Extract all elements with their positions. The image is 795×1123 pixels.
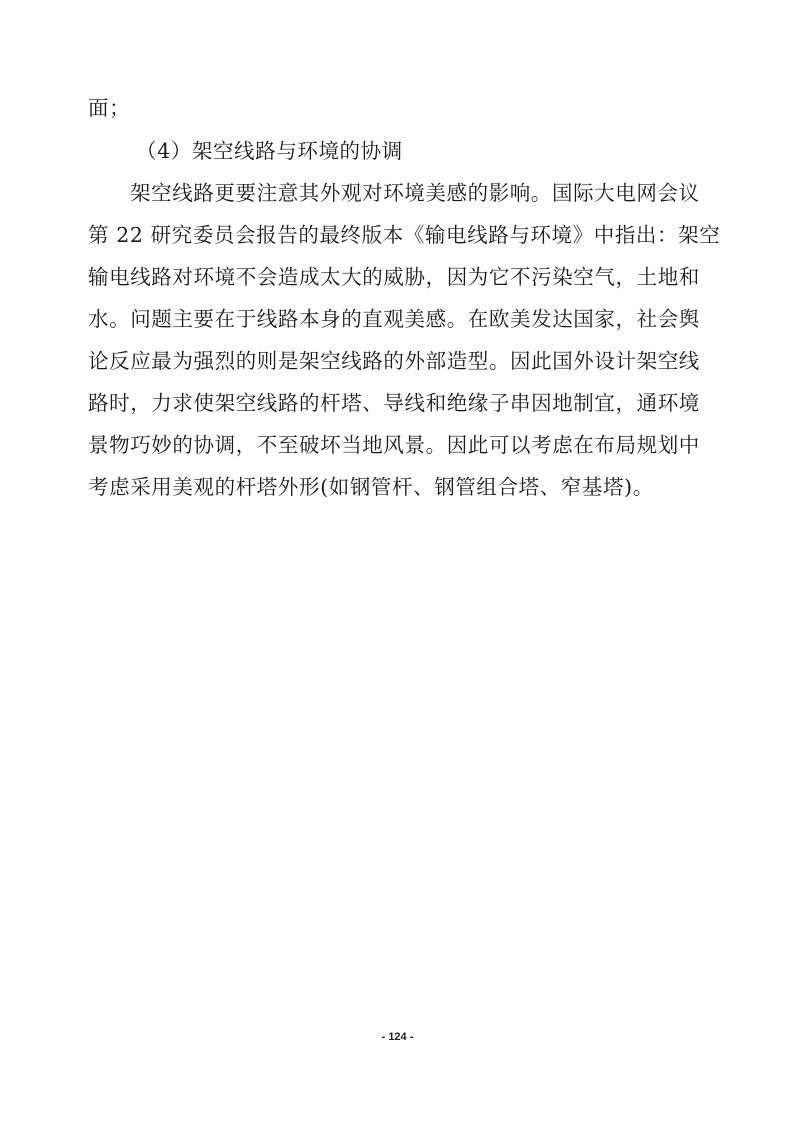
paragraph-line: 论反应最为强烈的则是架空线路的外部造型。因此国外设计架空线 [88,349,700,373]
section-heading: （4）架空线路与环境的协调 [136,139,403,163]
paragraph-line: 架空线路更要注意其外观对环境美感的影响。国际大电网会议 [130,181,700,205]
paragraph-line: 考虑采用美观的杆塔外形(如钢管杆、钢管组合塔、窄基塔)。 [88,475,654,499]
paragraph-line: 输电线路对环境不会造成太大的威胁，因为它不污染空气，土地和 [88,265,700,289]
paragraph-line: 第 22 研究委员会报告的最终版本《输电线路与环境》中指出：架空 [88,223,721,247]
paragraph-line: 水。问题主要在于线路本身的直观美感。在欧美发达国家，社会舆 [88,307,700,331]
paragraph-line: 路时，力求使架空线路的杆塔、导线和绝缘子串因地制宜，通环境 [88,391,700,415]
paragraph-line: 景物巧妙的协调，不至破坏当地风景。因此可以考虑在布局规划中 [88,433,700,457]
continuation-line: 面； [88,96,131,120]
page-number: - 124 - [381,1031,414,1043]
